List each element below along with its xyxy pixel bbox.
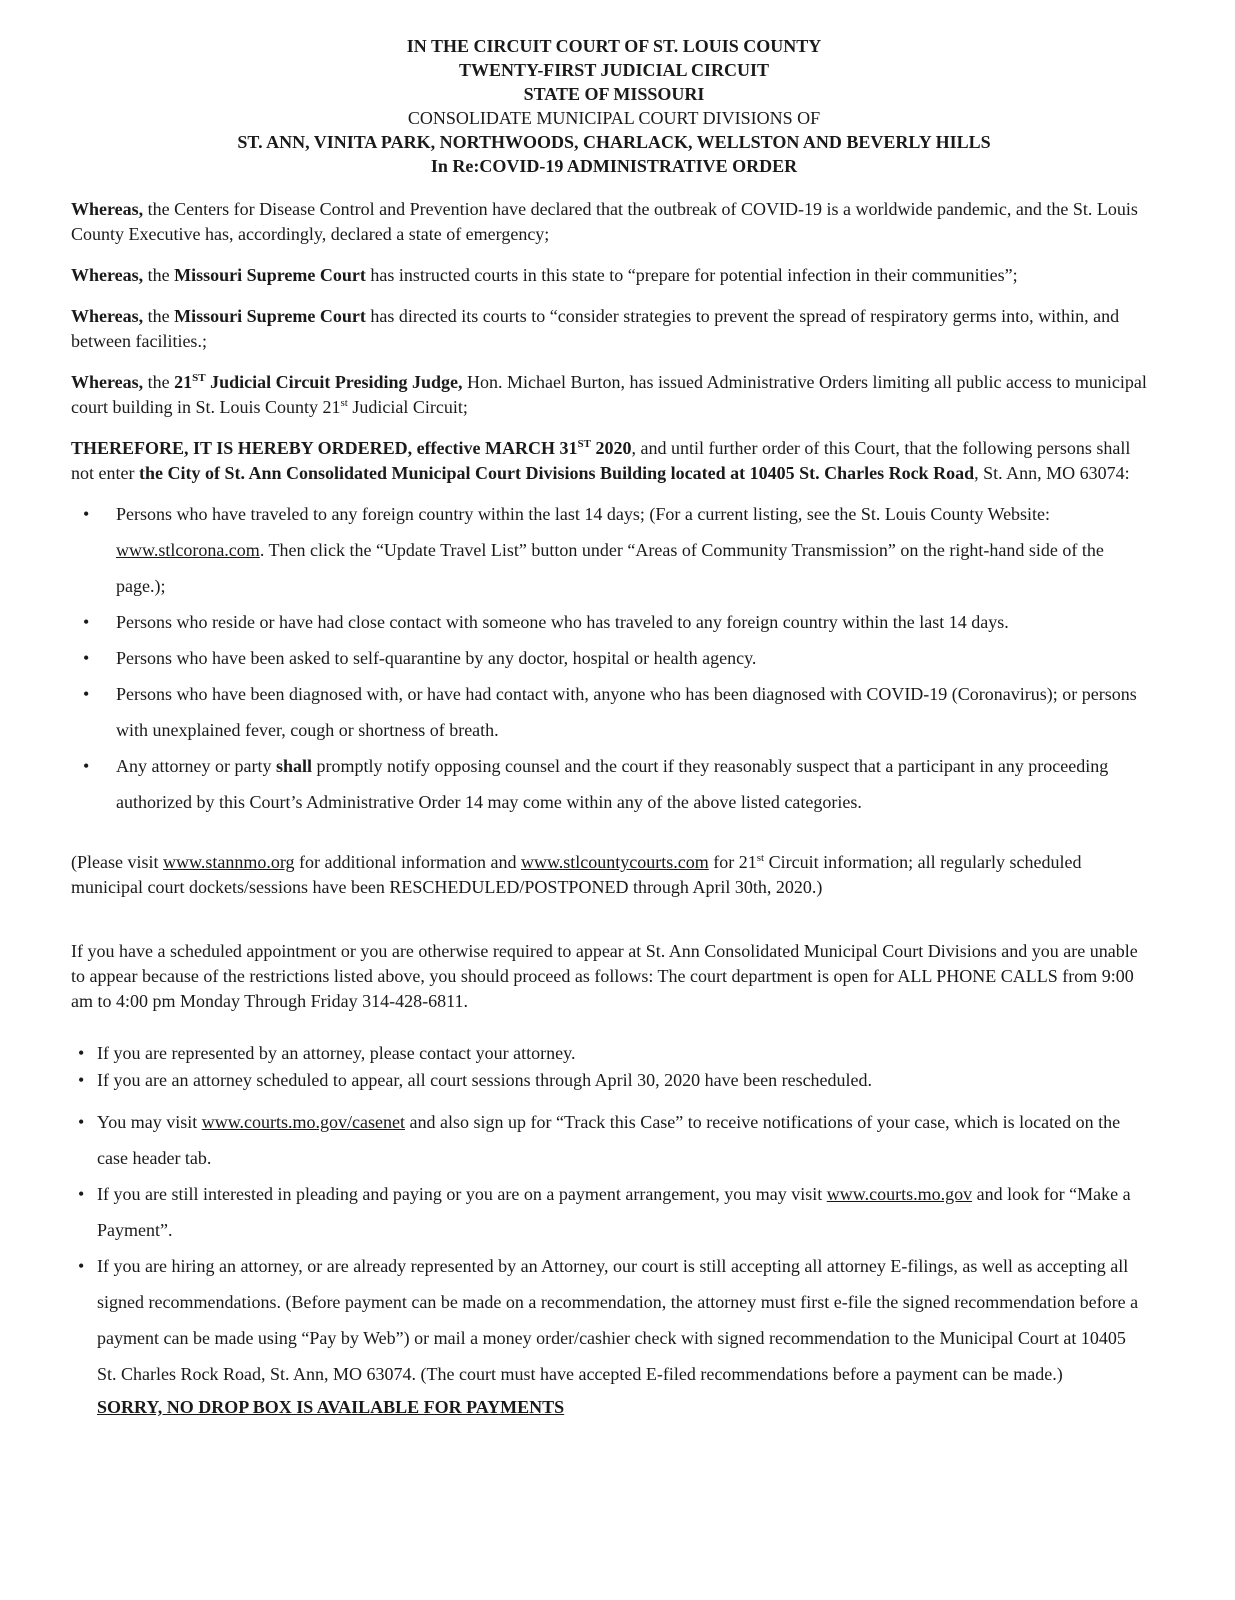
list-item [71, 676, 1147, 748]
municipalities-list: ST. ANN, VINITA PARK, NORTHWOODS, CHARLACK, WELLSTON AND BEVERLY HILLS [237, 132, 991, 152]
bullet-icon: • [78, 1070, 85, 1090]
list-item [71, 1040, 1147, 1067]
whereas-text: Hon. Michael Burton, has issued Administrative Orders limiting all public access to municipal court building in St. Louis County 21 [71, 372, 1147, 417]
whereas-paragraph-1 [71, 197, 1147, 247]
item-text: . Then click the “Update Travel List” button under “Areas of Community Transmission” on the right-hand side of the page.); [116, 540, 1104, 596]
item-text: promptly notify opposing counsel and the court if they reasonably suspect that a participant in any proceeding authorized by this Court’s Administrative Order 14 may come within any of the above listed categories. [116, 756, 1109, 812]
bullet-icon: • [83, 684, 90, 704]
superscript: st [756, 852, 765, 864]
whereas-text: has directed its courts to “consider strategies to prevent the spread of respiratory germs into, within, and between facilities.; [71, 306, 1120, 351]
list-item [71, 1248, 1147, 1392]
instructions-list [71, 1040, 1147, 1392]
court-name: IN THE CIRCUIT COURT OF ST. LOUIS COUNTY [406, 36, 822, 56]
list-item [71, 1104, 1147, 1176]
stlcorona-link[interactable]: www.stlcorona.com [116, 540, 260, 560]
bullet-icon: • [83, 612, 90, 632]
whereas-lead: Whereas, [71, 265, 144, 285]
whereas-text: Judicial Circuit; [347, 397, 468, 417]
item-text: Persons who have traveled to any foreign country within the last 14 days; (For a current listing, see the St. Louis County Website: [116, 504, 1051, 524]
visit-text: for 21 [708, 852, 757, 872]
courts-mo-gov-link[interactable]: www.courts.mo.gov [826, 1184, 973, 1204]
bold-text: 2020 [590, 438, 632, 458]
bullet-icon: • [78, 1112, 85, 1132]
item-text: Persons who have been asked to self-quarantine by any doctor, hospital or health agency. [116, 648, 757, 668]
whereas-lead: Whereas, [71, 372, 144, 392]
list-item [71, 748, 1147, 820]
appointment-paragraph: If you have a scheduled appointment or you are otherwise required to appear at St. Ann Consolidated Municipal Court Divisions and you are unable to appear because of the restrictions listed above, you should proceed as follows: The court department is open for ALL PHONE CALLS from 9:00 am to 4:00 pm Monday Through Friday 314-428-6811. [71, 941, 1138, 1011]
whereas-text: the [143, 306, 175, 326]
visit-text: for additional information and [294, 852, 521, 872]
whereas-text: the [143, 265, 175, 285]
bullet-icon: • [83, 756, 90, 776]
whereas-paragraph-2 [71, 263, 1147, 288]
whereas-paragraph-3 [71, 304, 1147, 354]
list-item [71, 1067, 1147, 1094]
bullet-icon: • [78, 1256, 85, 1276]
bold-text: 21 [174, 372, 193, 392]
whereas-text: the Centers for Disease Control and Prevention have declared that the outbreak of COVID-19 is a worldwide pandemic, and the St. Louis County Executive has, accordingly, declared a state of emergency; [71, 199, 1138, 244]
superscript: ST [192, 372, 206, 384]
state-name: STATE OF MISSOURI [523, 84, 705, 104]
visit-paragraph [71, 850, 1147, 900]
item-text: If you are an attorney scheduled to appear, all court sessions through April 30, 2020 have been rescheduled. [97, 1070, 873, 1090]
item-text: and also sign up for “Track this Case” to receive notifications of your case, which is located on the case header tab. [97, 1112, 1121, 1168]
therefore-paragraph [71, 436, 1147, 486]
item-text: Persons who reside or have had close contact with someone who has traveled to any foreign country within the last 14 days. [116, 612, 1009, 632]
visit-text: (Please visit [71, 852, 163, 872]
document-header [81, 34, 1147, 178]
stlcountycourts-link[interactable]: www.stlcountycourts.com [520, 852, 709, 872]
bullet-icon: • [78, 1184, 85, 1204]
superscript: ST [577, 438, 591, 450]
list-item [71, 496, 1147, 604]
visit-text: Circuit information; all regularly scheduled municipal court dockets/sessions have been RESCHEDULED/POSTPONED through April 30th, 2020.) [71, 852, 1082, 897]
item-text: Persons who have been diagnosed with, or have had contact with, anyone who has been diagnosed with COVID-19 (Coronavirus); or persons with unexplained fever, cough or shortness of breath. [116, 684, 1137, 740]
order-title: In Re:COVID-19 ADMINISTRATIVE ORDER [430, 156, 798, 176]
order-text: , St. Ann, MO 63074: [974, 463, 1130, 483]
whereas-lead: Whereas, [71, 306, 144, 326]
no-drop-box-notice: SORRY, NO DROP BOX IS AVAILABLE FOR PAYMENTS [97, 1397, 565, 1417]
whereas-paragraph-4 [71, 370, 1147, 420]
item-text: If you are represented by an attorney, please contact your attorney. [97, 1043, 576, 1063]
bold-text: Missouri Supreme Court [174, 306, 366, 326]
item-text: If you are still interested in pleading and paying or you are on a payment arrangement, you may visit [97, 1184, 827, 1204]
item-text: You may visit [97, 1112, 202, 1132]
restricted-persons-list [71, 496, 1147, 820]
bold-text: shall [275, 756, 312, 776]
casenet-link[interactable]: www.courts.mo.gov/casenet [201, 1112, 405, 1132]
list-item [71, 640, 1147, 676]
bullet-icon: • [83, 504, 90, 524]
item-text: If you are hiring an attorney, or are already represented by an Attorney, our court is still accepting all attorney E-filings, as well as accepting all signed recommendations. (Before payment can be made on a recommendation, the attorney must first e-file the signed recommendation before a payment can be made using “Pay by Web”) or mail a money order/cashier check with signed recommendation to the Municipal Court at 10405 St. Charles Rock Road, St. Ann, MO 63074. (The court must have accepted E-filed recommendations before a payment can be made.) [97, 1256, 1139, 1384]
circuit-name: TWENTY-FIRST JUDICIAL CIRCUIT [458, 60, 770, 80]
divisions-label: CONSOLIDATE MUNICIPAL COURT DIVISIONS OF [407, 108, 821, 128]
list-item [71, 1176, 1147, 1248]
whereas-text: has instructed courts in this state to “prepare for potential infection in their communities”; [365, 265, 1018, 285]
bold-text: Judicial Circuit Presiding Judge, [205, 372, 463, 392]
order-text: , and until further order of this Court, that the following persons shall not enter [71, 438, 1131, 483]
bold-text: THEREFORE, IT IS HEREBY ORDERED, effective MARCH 31 [71, 438, 578, 458]
item-text: Any attorney or party [116, 756, 276, 776]
whereas-text: the [143, 372, 175, 392]
stannmo-link[interactable]: www.stannmo.org [163, 852, 295, 872]
bullet-icon: • [83, 648, 90, 668]
superscript: st [340, 397, 348, 409]
list-item [71, 604, 1147, 640]
bullet-icon: • [78, 1043, 85, 1063]
bold-text: the City of St. Ann Consolidated Municipal Court Divisions Building located at 10405 St. Charles Rock Road [138, 463, 975, 483]
whereas-lead: Whereas, [71, 199, 144, 219]
item-text: and look for “Make a Payment”. [97, 1184, 1131, 1240]
bold-text: Missouri Supreme Court [174, 265, 366, 285]
